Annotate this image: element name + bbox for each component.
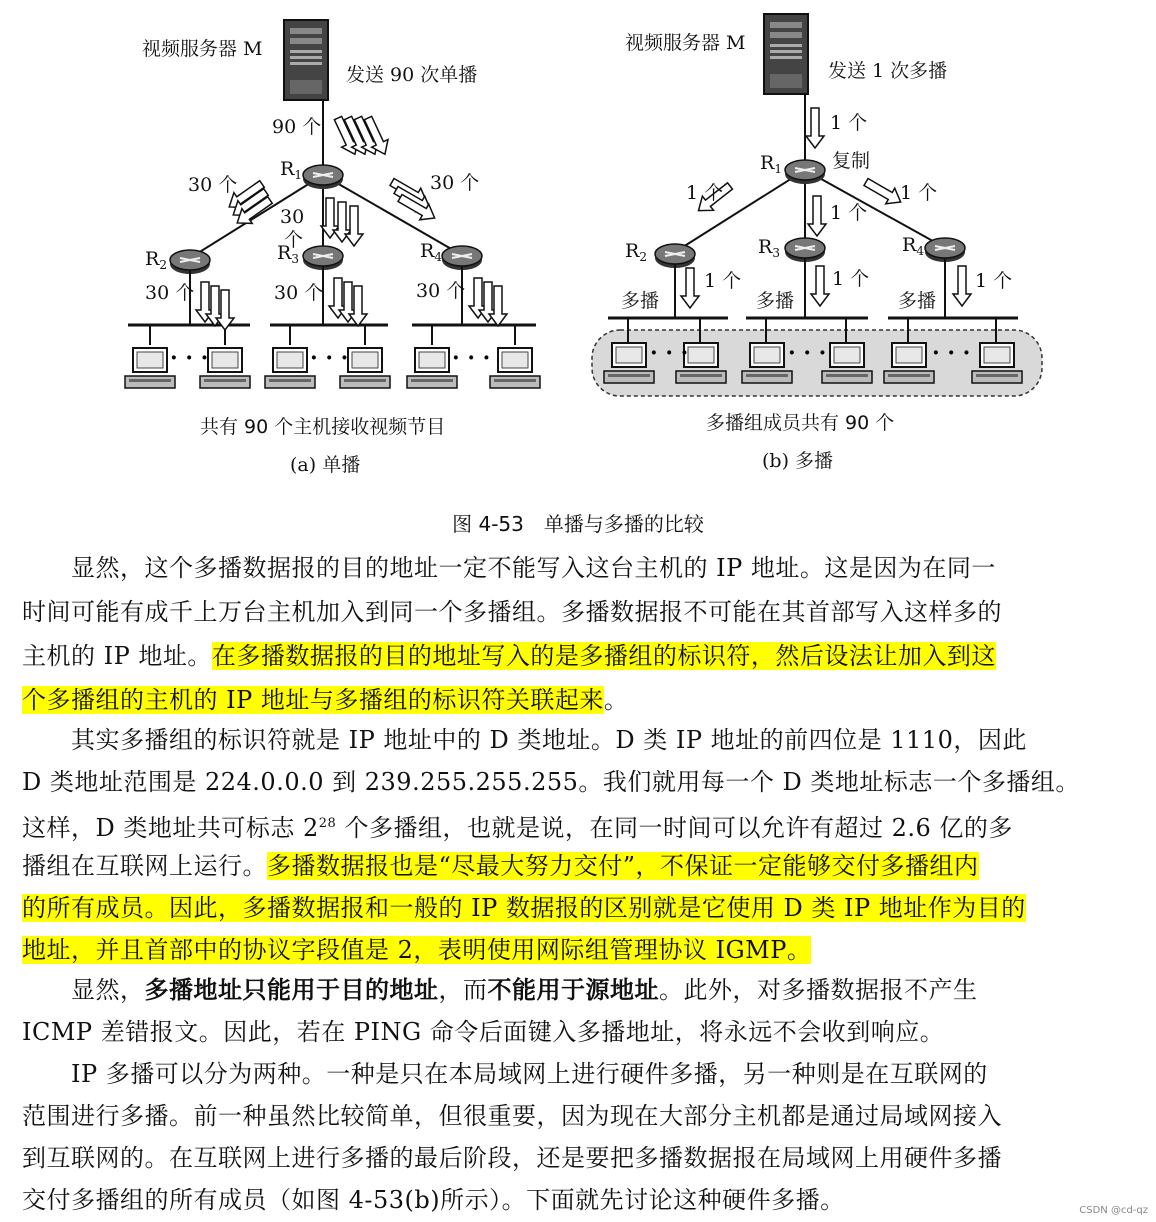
send-label-a: 发送 90 次单播 (346, 64, 478, 86)
paragraph-line: 这样，D 类地址共可标志 $2^{28}$ 个多播组，也就是说，在同一时间可以允许有超过 2.6 亿的多 (22, 814, 1013, 842)
bold-text: 不能用于源地址 (487, 976, 659, 1004)
router-r2-label-b: $R_2$ (625, 240, 647, 264)
host-icon (822, 343, 872, 383)
paragraph-line (22, 928, 811, 972)
network-diagram (0, 0, 1156, 500)
paragraph-line: 个多播组的主机的 IP 地址与多播组的标识符关联起来。 (22, 686, 629, 714)
panel-b-title: (b) 多播 (762, 450, 834, 472)
router-r1-icon (785, 160, 825, 184)
paragraph-line: D 类地址范围是 224.0.0.0 到 239.255.255.255。我们就用每一个 D 类地址标志一个多播组。 (22, 768, 1080, 796)
svg-text:· · ·: · · · (310, 345, 349, 371)
unicast-arrows-mid (321, 198, 363, 246)
count-right-label-a: 30 个 (430, 172, 480, 194)
router-r1-label-a: $R_1$ (280, 158, 302, 182)
host-icon (407, 348, 457, 388)
paragraph-line: ICMP 差错报文。因此，若在 PING 命令后面键入多播地址，将永远不会收到响应。 (22, 1018, 945, 1046)
router-r2-label-a: $R_2$ (145, 248, 167, 272)
paragraph-line: IP 多播可以分为两种。一种是只在本局域网上进行硬件多播，另一种则是在互联网的 (22, 1060, 988, 1088)
paragraph-line: 时间可能有成千上万台主机加入到同一个多播组。多播数据报不可能在其首部写入这样多的 (22, 598, 1002, 626)
router-r3-label-b: $R_3$ (758, 236, 780, 260)
router-r1-label-b: $R_1$ (760, 152, 782, 176)
bold-text: 多播地址只能用于目的地址 (144, 976, 439, 1004)
unicast-arrows-server (330, 114, 393, 158)
multicast-label-1: 多播 (621, 290, 660, 312)
count-lan2-label-b: 1 个 (832, 268, 870, 290)
panel-b-diagram (592, 14, 1042, 396)
host-icon (490, 348, 540, 388)
panel-a-title: (a) 单播 (290, 454, 361, 476)
host-icon (884, 343, 934, 383)
server-label-b: 视频服务器 M (625, 32, 746, 54)
server-label-a: 视频服务器 M (142, 38, 263, 60)
highlighted-text: 多播数据报也是“尽最大努力交付”，不保证一定能够交付多播组内 (267, 852, 979, 880)
watermark: CSDN @cd-qz (1079, 1205, 1148, 1216)
send-label-b: 发送 1 次多播 (828, 60, 948, 82)
highlighted-text: 地址，并且首部中的协议字段值是 2，表明使用网际组管理协议 IGMP。 (22, 936, 812, 964)
router-r1-icon (303, 165, 343, 189)
paragraph-line: 交付多播组的所有成员（如图 4-53(b)所示）。下面就先讨论这种硬件多播。 (22, 1186, 845, 1214)
router-r4-label-b: $R_4$ (902, 234, 924, 258)
svg-text:· · ·: · · · (932, 340, 971, 366)
paragraph-line: 到互联网的。在互联网上进行多播的最后阶段，还是要把多播数据报在局域网上用硬件多播 (22, 1144, 1002, 1172)
count-mid-label-b: 1 个 (830, 202, 868, 224)
count-left-label-a: 30 个 (188, 174, 238, 196)
count-right-label-b: 1 个 (900, 182, 938, 204)
host-icon (604, 343, 654, 383)
paragraph-line (22, 886, 1026, 930)
svg-text:· · ·: · · · (788, 340, 827, 366)
count-lan3-label-b: 1 个 (975, 270, 1013, 292)
count-lan3-label-a: 30 个 (416, 280, 466, 302)
figure-caption: 图 4-53 单播与多播的比较 (452, 512, 704, 536)
count-left-label-b: 1 个 (686, 182, 724, 204)
panel-a-diagram (125, 20, 540, 388)
count-lan2-label-a: 30 个 (274, 282, 324, 304)
svg-text:· · ·: · · · (650, 340, 689, 366)
multicast-label-2: 多播 (756, 290, 795, 312)
figure-4-53 (0, 0, 1156, 540)
host-icon (742, 343, 792, 383)
host-icon (972, 343, 1022, 383)
highlighted-text: 个多播组的主机的 IP 地址与多播组的标识符关联起来 (22, 686, 604, 714)
paragraph-line: 其实多播组的标识符就是 IP 地址中的 D 类地址。D 类 IP 地址的前四位是 1110，因此 (22, 726, 1027, 754)
video-server-icon (284, 20, 328, 100)
paragraph-line: 显然，多播地址只能用于目的地址，而不能用于源地址。此外，对多播数据报不产生 (22, 976, 978, 1004)
highlighted-text: 在多播数据报的目的地址写入的是多播组的标识符，然后设法让加入到这 (211, 642, 996, 670)
paragraph-line: 主机的 IP 地址。在多播数据报的目的地址写入的是多播组的标识符，然后设法让加入到这 (22, 642, 996, 670)
summary-label-b: 多播组成员共有 90 个 (706, 412, 895, 434)
paragraph-line: 范围进行多播。前一种虽然比较简单，但很重要，因为现在大部分主机都是通过局域网接入 (22, 1102, 1002, 1130)
summary-label-a: 共有 90 个主机接收视频节目 (200, 416, 446, 438)
multicast-label-3: 多播 (898, 290, 937, 312)
count-lan1-label-a: 30 个 (145, 282, 195, 304)
paragraph-line: 显然，这个多播数据报的目的地址一定不能写入这台主机的 IP 地址。这是因为在同一 (22, 554, 996, 582)
count-lan1-label-b: 1 个 (704, 270, 742, 292)
router-r4-label-a: $R_4$ (420, 240, 442, 264)
host-icon (125, 348, 175, 388)
count-mid-label-a: 30 个 (280, 206, 305, 251)
svg-text:· · ·: · · · (170, 345, 209, 371)
svg-text:· · ·: · · · (452, 345, 491, 371)
replicate-label: 复制 (832, 150, 871, 172)
paragraph-line: 播组在互联网上运行。多播数据报也是“尽最大努力交付”，不保证一定能够交付多播组内 (22, 852, 979, 880)
host-icon (265, 348, 315, 388)
highlighted-text: 的所有成员。因此，多播数据报和一般的 IP 数据报的区别就是它使用 D 类 IP 地址作为目的 (22, 894, 1026, 922)
count-90-label: 90 个 (272, 116, 322, 138)
router-r3-label-a: $R_3$ (277, 242, 299, 266)
video-server-icon (764, 14, 808, 94)
count-1-label-b: 1 个 (830, 112, 868, 134)
